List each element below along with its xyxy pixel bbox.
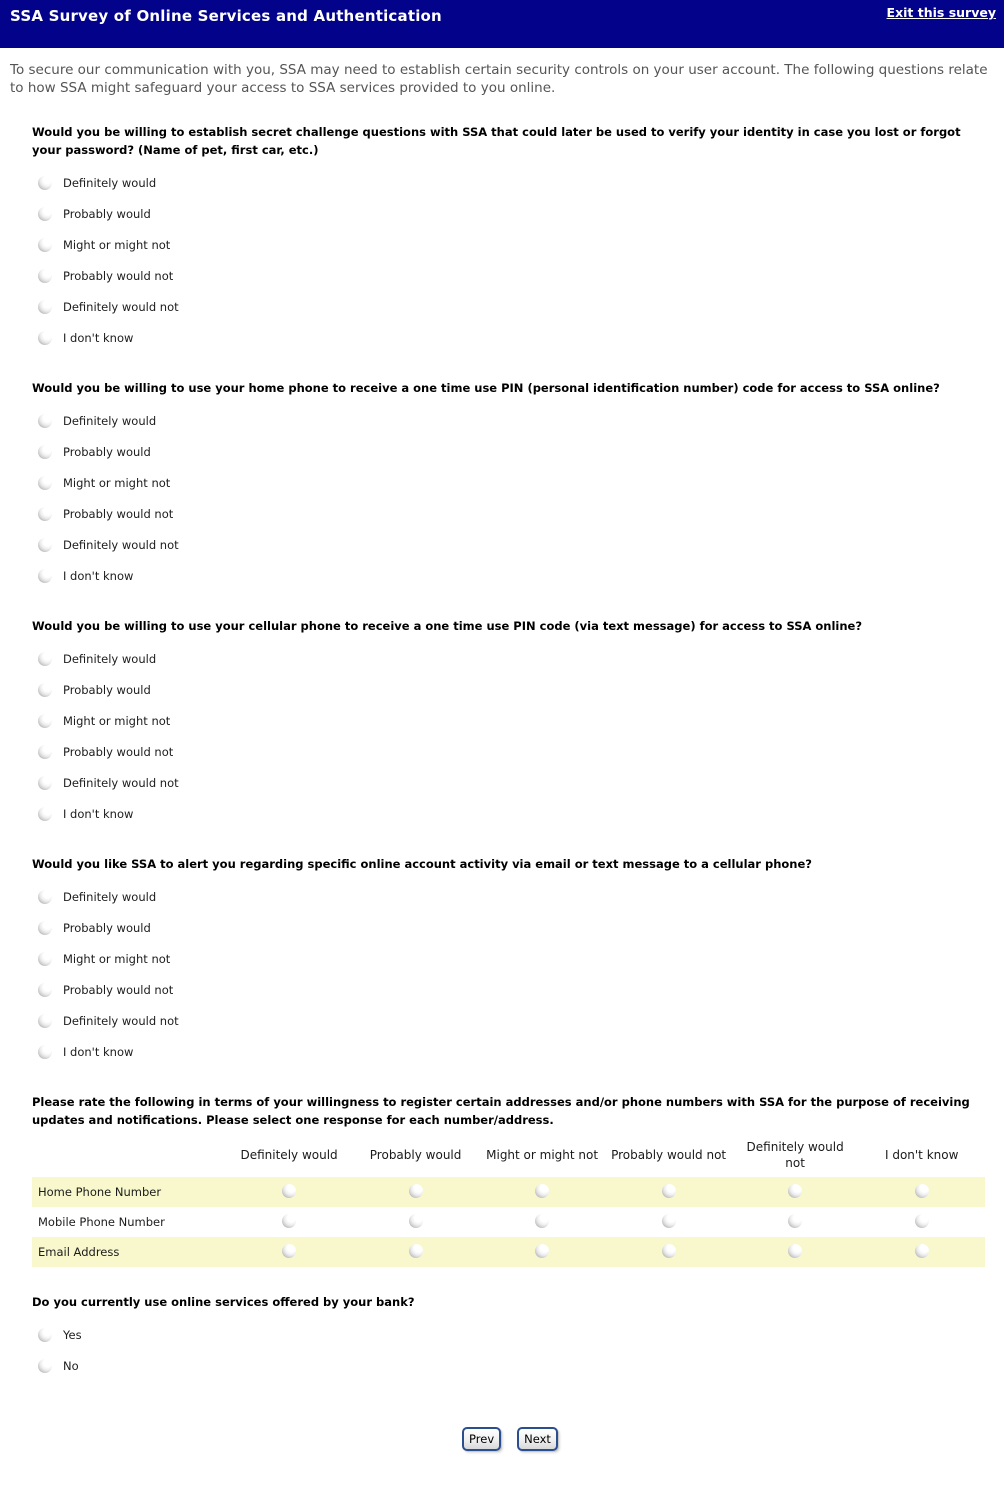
matrix-row	[32, 1207, 985, 1237]
question-secret-challenge	[32, 123, 988, 353]
options-list	[32, 405, 988, 591]
survey-content	[32, 123, 988, 1487]
radio-button[interactable]	[409, 1214, 423, 1228]
radio-option-label: Definitely would not	[63, 299, 179, 314]
radio-option[interactable]	[32, 322, 988, 353]
radio-button[interactable]	[662, 1184, 676, 1198]
matrix-header-row	[32, 1135, 985, 1177]
question-title: Would you like SSA to alert you regarding specific online account activity via email or text message to a cellular phone?	[32, 857, 812, 871]
radio-option[interactable]	[32, 1350, 988, 1381]
radio-option-label: Probably would	[63, 920, 151, 935]
radio-button[interactable]	[38, 1359, 52, 1373]
prev-button[interactable]: Prev	[462, 1427, 501, 1451]
matrix-column-header	[732, 1135, 859, 1177]
radio-button[interactable]	[409, 1244, 423, 1258]
matrix-column-label: Might or might not	[486, 1148, 599, 1162]
radio-option[interactable]	[32, 436, 988, 467]
radio-button[interactable]	[38, 176, 52, 190]
matrix-column-label: Definitely would	[240, 1148, 338, 1162]
radio-option-label: Definitely would	[63, 413, 157, 428]
intro-text: To secure our communication with you, SSA may need to establish certain security controls on your user account. The following questions relate to how SSA might safeguard your access to SSA services provided to you online.	[10, 62, 988, 96]
question-title: Would you be willing to use your cellular phone to receive a one time use PIN code (via text message) for access to SSA online?	[32, 619, 863, 633]
radio-option-label: Probably would	[63, 206, 151, 221]
options-list	[32, 881, 988, 1067]
radio-option[interactable]	[32, 291, 988, 322]
radio-option-label: Probably would not	[63, 744, 174, 759]
radio-option-label: Definitely would	[63, 889, 157, 904]
matrix-column-header	[858, 1135, 985, 1177]
radio-option[interactable]	[32, 405, 988, 436]
radio-button[interactable]	[38, 807, 52, 821]
question-title: Would you be willing to establish secret challenge questions with SSA that could later be used to verify your identity in case you lost or forgot your password? (Name of pet, first car, etc.)	[32, 125, 961, 157]
matrix-row-label: Email Address	[38, 1245, 120, 1259]
radio-button[interactable]	[38, 683, 52, 697]
radio-option[interactable]	[32, 1319, 988, 1350]
matrix-column-label: I don't know	[884, 1148, 959, 1162]
radio-button[interactable]	[282, 1244, 296, 1258]
radio-button[interactable]	[788, 1214, 802, 1228]
radio-button[interactable]	[915, 1184, 929, 1198]
question-title: Please rate the following in terms of your willingness to register certain addresses and/or phone numbers with SSA for the purpose of receiving updates and notifications. Please select one response for each number/address.	[32, 1095, 970, 1127]
radio-option[interactable]	[32, 674, 988, 705]
radio-option[interactable]	[32, 229, 988, 260]
matrix-row	[32, 1177, 985, 1207]
radio-button[interactable]	[788, 1244, 802, 1258]
radio-button[interactable]	[915, 1244, 929, 1258]
question-account-alerts	[32, 855, 988, 1067]
radio-option[interactable]	[32, 560, 988, 591]
matrix-table	[32, 1135, 985, 1267]
question-cell-phone-pin	[32, 617, 988, 829]
question-matrix-willingness	[32, 1093, 988, 1267]
header	[0, 0, 1004, 48]
radio-option[interactable]	[32, 167, 988, 198]
radio-button[interactable]	[535, 1214, 549, 1228]
page-title: SSA Survey of Online Services and Authentication	[10, 7, 442, 25]
radio-option[interactable]	[32, 1005, 988, 1036]
radio-button[interactable]	[38, 776, 52, 790]
radio-button[interactable]	[38, 569, 52, 583]
radio-option-label: I don't know	[63, 330, 134, 345]
radio-button[interactable]	[282, 1184, 296, 1198]
radio-button[interactable]	[282, 1214, 296, 1228]
matrix-column-header	[605, 1135, 732, 1177]
radio-button[interactable]	[535, 1244, 549, 1258]
radio-button[interactable]	[38, 331, 52, 345]
radio-option-label: I don't know	[63, 568, 134, 583]
radio-button[interactable]	[38, 269, 52, 283]
matrix-column-label: Probably would	[369, 1148, 462, 1162]
radio-button[interactable]	[38, 445, 52, 459]
radio-button[interactable]	[38, 207, 52, 221]
radio-option[interactable]	[32, 498, 988, 529]
matrix-row-label: Home Phone Number	[38, 1185, 162, 1199]
radio-option-label: Might or might not	[63, 951, 171, 966]
matrix-row-label: Mobile Phone Number	[38, 1215, 165, 1229]
radio-button[interactable]	[38, 952, 52, 966]
radio-button[interactable]	[38, 476, 52, 490]
radio-option-label: Definitely would	[63, 175, 157, 190]
radio-option-label: Might or might not	[63, 475, 171, 490]
radio-option-label: Yes	[63, 1327, 82, 1342]
radio-button[interactable]	[409, 1184, 423, 1198]
radio-button[interactable]	[38, 652, 52, 666]
radio-option-label: Probably would	[63, 682, 151, 697]
radio-option-label: I don't know	[63, 1044, 134, 1059]
radio-option-label: No	[63, 1358, 79, 1373]
radio-option-label: I don't know	[63, 806, 134, 821]
radio-option[interactable]	[32, 912, 988, 943]
options-list	[32, 167, 988, 353]
radio-option-label: Probably would not	[63, 506, 174, 521]
next-button[interactable]: Next	[517, 1427, 558, 1451]
radio-option-label: Probably would	[63, 444, 151, 459]
radio-option[interactable]	[32, 529, 988, 560]
radio-button[interactable]	[38, 890, 52, 904]
question-home-phone-pin	[32, 379, 988, 591]
matrix-column-header	[226, 1135, 353, 1177]
radio-option[interactable]	[32, 767, 988, 798]
radio-option[interactable]	[32, 881, 988, 912]
radio-option[interactable]	[32, 260, 988, 291]
radio-button[interactable]	[38, 238, 52, 252]
matrix-corner-cell	[32, 1135, 226, 1177]
radio-option[interactable]	[32, 705, 988, 736]
radio-option-label: Probably would not	[63, 268, 174, 283]
matrix-column-header	[479, 1135, 606, 1177]
radio-button[interactable]	[38, 714, 52, 728]
options-list	[32, 1319, 988, 1381]
radio-option-label: Might or might not	[63, 237, 171, 252]
radio-option[interactable]	[32, 736, 988, 767]
radio-option-label: Might or might not	[63, 713, 171, 728]
radio-button[interactable]	[38, 507, 52, 521]
radio-option[interactable]	[32, 467, 988, 498]
matrix-column-label: Definitely would not	[746, 1140, 844, 1170]
matrix-row	[32, 1237, 985, 1267]
radio-button[interactable]	[38, 414, 52, 428]
radio-option[interactable]	[32, 198, 988, 229]
radio-button[interactable]	[38, 1328, 52, 1342]
radio-option[interactable]	[32, 643, 988, 674]
radio-button[interactable]	[38, 1014, 52, 1028]
question-title: Do you currently use online services offered by your bank?	[32, 1295, 415, 1309]
options-list	[32, 643, 988, 829]
radio-button[interactable]	[38, 300, 52, 314]
matrix-column-header	[352, 1135, 479, 1177]
radio-option-label: Definitely would not	[63, 775, 179, 790]
radio-button[interactable]	[915, 1214, 929, 1228]
radio-button[interactable]	[662, 1214, 676, 1228]
radio-option-label: Definitely would	[63, 651, 157, 666]
radio-option[interactable]	[32, 1036, 988, 1067]
question-title: Would you be willing to use your home phone to receive a one time use PIN (personal identification number) code for access to SSA online?	[32, 381, 940, 395]
radio-option-label: Definitely would not	[63, 1013, 179, 1028]
radio-button[interactable]	[788, 1184, 802, 1198]
radio-option[interactable]	[32, 798, 988, 829]
matrix-column-label: Probably would not	[611, 1148, 727, 1162]
radio-button[interactable]	[38, 983, 52, 997]
radio-option[interactable]	[32, 943, 988, 974]
radio-button[interactable]	[38, 538, 52, 552]
radio-option[interactable]	[32, 974, 988, 1005]
exit-survey-link[interactable]: Exit this survey	[886, 5, 996, 20]
radio-option-label: Definitely would not	[63, 537, 179, 552]
radio-option-label: Probably would not	[63, 982, 174, 997]
radio-button[interactable]	[38, 921, 52, 935]
radio-button[interactable]	[535, 1184, 549, 1198]
radio-button[interactable]	[662, 1244, 676, 1258]
question-bank-online-services	[32, 1293, 988, 1381]
radio-button[interactable]	[38, 745, 52, 759]
radio-button[interactable]	[38, 1045, 52, 1059]
survey-nav	[32, 1427, 988, 1487]
